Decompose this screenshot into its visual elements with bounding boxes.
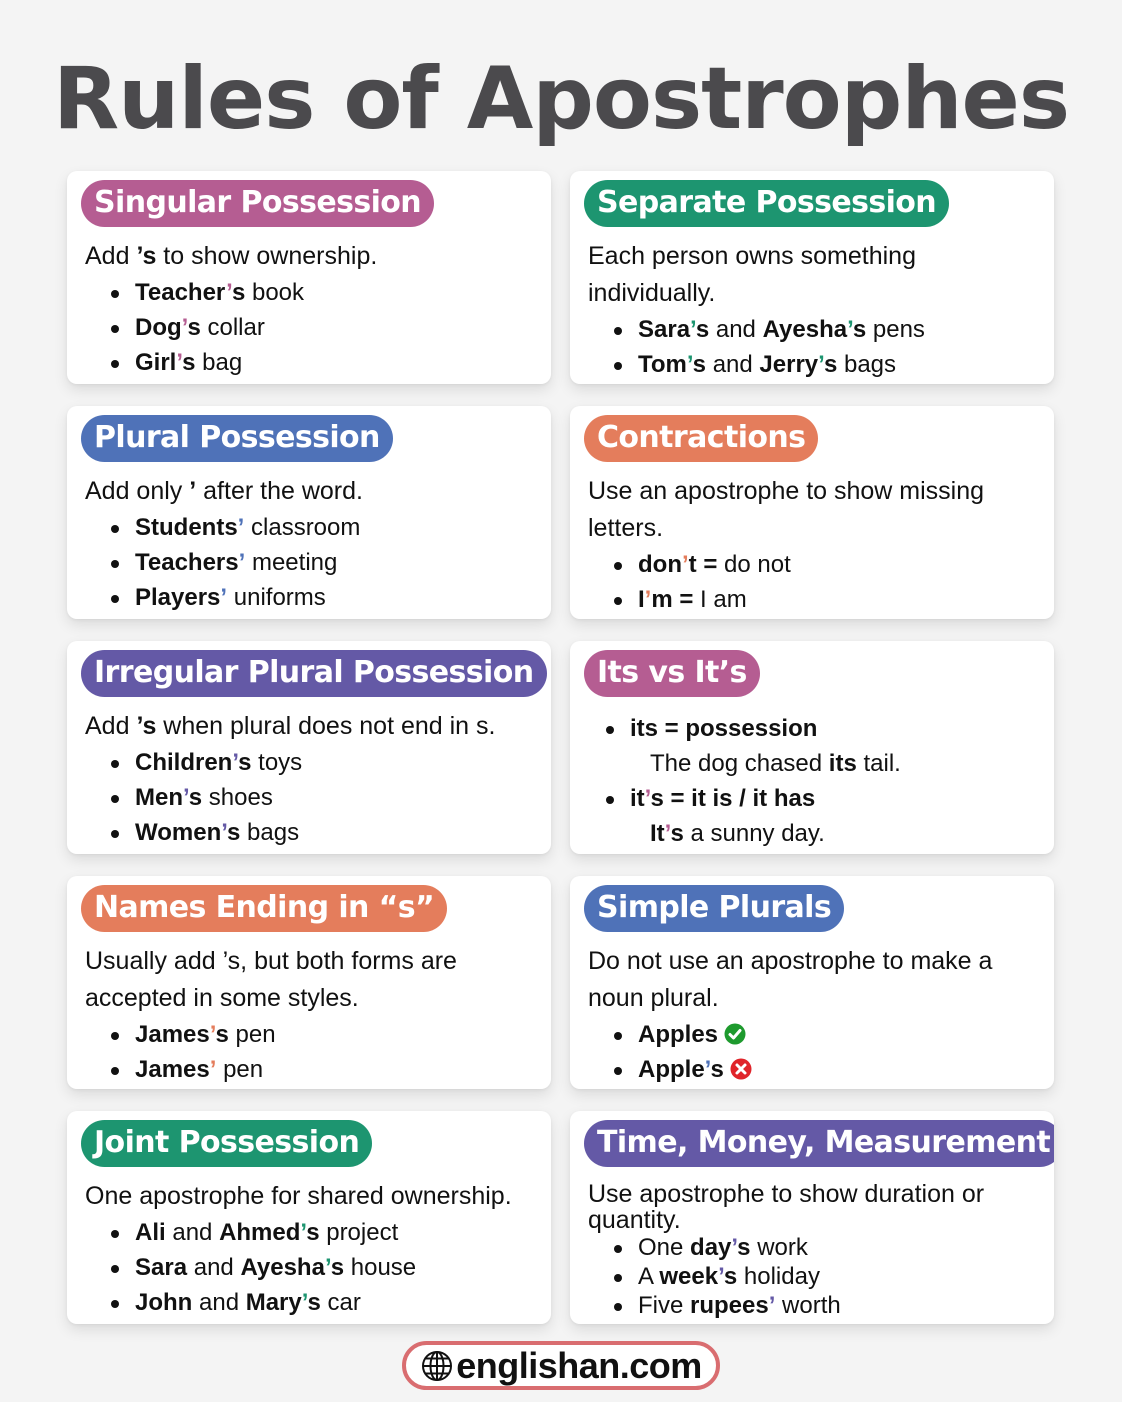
rule-heading: Irregular Plural Possession bbox=[81, 650, 547, 697]
rule-description bbox=[584, 1181, 1040, 1233]
plain-text: pen bbox=[216, 1056, 264, 1083]
rule-heading: Time, Money, Measurement bbox=[584, 1120, 1054, 1167]
rule-card-its-vs-its bbox=[570, 641, 1054, 854]
plain-text: One apostrophe for shared ownership. bbox=[85, 1182, 512, 1210]
emphasis-text: Apple bbox=[638, 1056, 705, 1083]
rule-heading: Separate Possession bbox=[584, 180, 949, 227]
plain-text: Add only bbox=[85, 477, 190, 505]
plain-text: work bbox=[750, 1234, 808, 1261]
rule-card-names-ending-in-s bbox=[67, 876, 551, 1089]
example-list bbox=[584, 711, 1040, 851]
apostrophe-mark: ’ bbox=[300, 1219, 307, 1246]
example-list bbox=[81, 510, 537, 615]
emphasis-text: ’s bbox=[136, 242, 157, 270]
emphasis-text: t = bbox=[688, 551, 718, 578]
example-item bbox=[614, 1291, 1040, 1320]
example-item bbox=[614, 1052, 1040, 1087]
example-list bbox=[81, 1215, 537, 1320]
emphasis-text: Ayesha bbox=[762, 316, 848, 343]
emphasis-text: James bbox=[135, 1021, 210, 1048]
example-item bbox=[111, 780, 537, 815]
rule-description bbox=[584, 473, 1040, 547]
plain-text: holiday bbox=[737, 1263, 820, 1290]
emphasis-text: its bbox=[828, 750, 857, 777]
rule-description bbox=[81, 473, 537, 510]
example-item bbox=[614, 582, 1040, 617]
emphasis-text: s bbox=[710, 1056, 724, 1083]
apostrophe-mark: ’ bbox=[220, 584, 228, 611]
rule-heading: Contractions bbox=[584, 415, 818, 462]
apostrophe-mark: ’ bbox=[664, 820, 671, 847]
plain-text: Add bbox=[85, 242, 137, 270]
emphasis-text: Ali bbox=[135, 1219, 166, 1246]
emphasis-text: day bbox=[690, 1234, 732, 1261]
plain-text: car bbox=[320, 1289, 361, 1316]
example-item bbox=[614, 1233, 1040, 1262]
rule-card-separate-possession bbox=[570, 171, 1054, 384]
example-list bbox=[81, 275, 537, 380]
plain-text: toys bbox=[251, 749, 303, 776]
plain-text: uniforms bbox=[227, 584, 326, 611]
apostrophe-mark: ’ bbox=[232, 749, 239, 776]
emphasis-text: James bbox=[135, 1056, 210, 1083]
emphasis-text: s bbox=[823, 351, 838, 378]
globe-icon bbox=[420, 1349, 454, 1383]
plain-text: Do not use an apostrophe to make a noun plural. bbox=[588, 947, 993, 1012]
rule-card-irregular-plural-possession bbox=[67, 641, 551, 854]
rule-description bbox=[584, 943, 1040, 1017]
rules-grid bbox=[67, 171, 1055, 1324]
apostrophe-mark: ’ bbox=[644, 785, 651, 812]
emphasis-text: Players bbox=[135, 584, 221, 611]
example-list bbox=[81, 745, 537, 850]
emphasis-text: s bbox=[306, 1219, 320, 1246]
plain-text: bags bbox=[837, 351, 897, 378]
example-item bbox=[111, 1017, 537, 1052]
plain-text: Each person owns something individually. bbox=[588, 242, 916, 307]
apostrophe-mark: ’ bbox=[221, 819, 228, 846]
example-list bbox=[584, 1017, 1040, 1087]
example-item bbox=[111, 1052, 537, 1087]
rule-card-time-money-measurement bbox=[570, 1111, 1054, 1324]
example-item bbox=[606, 711, 1040, 746]
example-item bbox=[111, 745, 537, 780]
rule-description bbox=[81, 238, 537, 275]
emphasis-text: Sara bbox=[135, 1254, 188, 1281]
emphasis-text: I bbox=[638, 586, 645, 613]
emphasis-text: Women bbox=[135, 819, 222, 846]
apostrophe-mark: ’ bbox=[681, 551, 689, 578]
plain-text: meeting bbox=[245, 549, 338, 576]
apostrophe-mark: ’ bbox=[226, 279, 232, 306]
apostrophe-mark: ’ bbox=[690, 316, 696, 343]
emphasis-text: rupees bbox=[690, 1292, 769, 1319]
plain-text: Five bbox=[638, 1292, 691, 1319]
example-list bbox=[584, 312, 1040, 382]
plain-text: pen bbox=[228, 1021, 276, 1048]
plain-text: Usually add ’s, but both forms are accepted in some styles. bbox=[85, 947, 457, 1012]
example-item bbox=[111, 310, 537, 345]
rule-heading: Joint Possession bbox=[81, 1120, 372, 1167]
apostrophe-mark: ’ bbox=[237, 514, 245, 541]
site-link[interactable] bbox=[402, 1341, 720, 1390]
plain-text: do not bbox=[717, 551, 791, 578]
example-item bbox=[111, 1285, 537, 1320]
plain-text: and bbox=[709, 316, 763, 343]
rule-heading: Its vs It’s bbox=[584, 650, 760, 697]
page-title: Rules of Apostrophes bbox=[52, 49, 1070, 149]
emphasis-text: Dog bbox=[135, 314, 182, 341]
plain-text: One bbox=[638, 1234, 691, 1261]
check-circle-icon bbox=[724, 1023, 746, 1045]
emphasis-text: s bbox=[188, 784, 203, 811]
example-item bbox=[111, 1215, 537, 1250]
emphasis-text: s bbox=[231, 279, 246, 306]
plain-text: house bbox=[344, 1254, 417, 1281]
emphasis-text: John bbox=[135, 1289, 193, 1316]
emphasis-text: Tom bbox=[638, 351, 687, 378]
rule-card-simple-plurals bbox=[570, 876, 1054, 1089]
example-item bbox=[111, 275, 537, 310]
rule-heading: Simple Plurals bbox=[584, 885, 844, 932]
example-item bbox=[111, 815, 537, 850]
emphasis-text: s bbox=[852, 316, 867, 343]
site-name: englishan.com bbox=[456, 1344, 702, 1386]
emphasis-text: week bbox=[659, 1263, 719, 1290]
rule-card-plural-possession bbox=[67, 406, 551, 619]
emphasis-text: s bbox=[737, 1234, 751, 1261]
example-item bbox=[614, 312, 1040, 347]
emphasis-text: Mary bbox=[245, 1289, 302, 1316]
apostrophe-mark: ’ bbox=[731, 1234, 738, 1261]
plain-text: shoes bbox=[202, 784, 273, 811]
example-item bbox=[111, 345, 537, 380]
plain-text: Add bbox=[85, 712, 137, 740]
rule-card-contractions bbox=[570, 406, 1054, 619]
example-sentence bbox=[606, 746, 1040, 781]
example-item bbox=[614, 1017, 1040, 1052]
plain-text: and bbox=[187, 1254, 241, 1281]
rule-description bbox=[81, 708, 537, 745]
plain-text: and bbox=[165, 1219, 220, 1246]
rule-card-singular-possession bbox=[67, 171, 551, 384]
rule-card-joint-possession bbox=[67, 1111, 551, 1324]
rule-heading: Plural Possession bbox=[81, 415, 393, 462]
emphasis-text: s bbox=[227, 819, 241, 846]
plain-text: book bbox=[245, 279, 305, 306]
plain-text: a sunny day. bbox=[683, 820, 825, 847]
example-item bbox=[606, 781, 1040, 816]
example-item bbox=[111, 510, 537, 545]
plain-text: worth bbox=[775, 1292, 841, 1319]
apostrophe-mark: ’ bbox=[718, 1263, 724, 1290]
emphasis-text: s = it is / it has bbox=[650, 785, 816, 812]
emphasis-text: Teacher bbox=[135, 279, 227, 306]
example-list bbox=[81, 1017, 537, 1087]
apostrophe-mark: ’ bbox=[301, 1289, 308, 1316]
emphasis-text: Girl bbox=[135, 349, 177, 376]
emphasis-text: s bbox=[182, 349, 196, 376]
plain-text: when plural does not end in s. bbox=[156, 712, 496, 740]
plain-text: after the word. bbox=[196, 477, 363, 505]
plain-text: classroom bbox=[244, 514, 361, 541]
emphasis-text: s bbox=[670, 820, 684, 847]
apostrophe-mark: ’ bbox=[324, 1254, 331, 1281]
plain-text: and bbox=[192, 1289, 246, 1316]
plain-text: Use an apostrophe to show missing letters. bbox=[588, 477, 985, 542]
emphasis-text: Children bbox=[135, 749, 233, 776]
plain-text: project bbox=[319, 1219, 399, 1246]
emphasis-text: Sara bbox=[638, 316, 691, 343]
emphasis-text: Men bbox=[135, 784, 183, 811]
example-item bbox=[111, 1250, 537, 1285]
emphasis-text: Ayesha bbox=[240, 1254, 325, 1281]
emphasis-text: Students bbox=[135, 514, 238, 541]
plain-text: collar bbox=[200, 314, 265, 341]
plain-text: tail. bbox=[856, 750, 901, 777]
emphasis-text: s bbox=[723, 1263, 738, 1290]
rule-heading: Singular Possession bbox=[81, 180, 434, 227]
emphasis-text: Apples bbox=[638, 1021, 719, 1048]
plain-text: bag bbox=[195, 349, 243, 376]
emphasis-text: s bbox=[307, 1289, 321, 1316]
emphasis-text: s bbox=[692, 351, 707, 378]
plain-text: Use apostrophe to show duration or quantity. bbox=[588, 1180, 985, 1234]
example-sentence bbox=[606, 816, 1040, 851]
rule-description bbox=[584, 238, 1040, 312]
plain-text: bags bbox=[240, 819, 300, 846]
plain-text: The dog chased bbox=[650, 750, 829, 777]
plain-text: pens bbox=[866, 316, 925, 343]
emphasis-text: s bbox=[187, 314, 201, 341]
plain-text: to show ownership. bbox=[156, 242, 378, 270]
plain-text: and bbox=[706, 351, 760, 378]
emphasis-text: s bbox=[215, 1021, 229, 1048]
apostrophe-mark: ’ bbox=[209, 1056, 217, 1083]
cross-circle-icon bbox=[730, 1058, 752, 1080]
apostrophe-mark: ’ bbox=[847, 316, 853, 343]
apostrophe-mark: ’ bbox=[704, 1056, 711, 1083]
apostrophe-mark: ’ bbox=[181, 314, 188, 341]
apostrophe-mark: ’ bbox=[176, 349, 183, 376]
emphasis-text: its = possession bbox=[630, 715, 818, 742]
apostrophe-mark: ’ bbox=[818, 351, 824, 378]
apostrophe-mark: ’ bbox=[209, 1021, 216, 1048]
plain-text: A bbox=[638, 1263, 660, 1290]
apostrophe-mark: ’ bbox=[686, 351, 693, 378]
emphasis-text: ’s bbox=[136, 712, 157, 740]
apostrophe-mark: ’ bbox=[644, 586, 652, 613]
emphasis-text: ’ bbox=[189, 477, 197, 505]
example-item bbox=[111, 545, 537, 580]
rule-description bbox=[81, 1178, 537, 1215]
example-list bbox=[584, 547, 1040, 617]
rule-description bbox=[81, 943, 537, 1017]
emphasis-text: s bbox=[695, 316, 710, 343]
emphasis-text: m = bbox=[651, 586, 694, 613]
example-item bbox=[614, 547, 1040, 582]
apostrophe-mark: ’ bbox=[768, 1292, 776, 1319]
emphasis-text: Ahmed bbox=[219, 1219, 301, 1246]
emphasis-text: it bbox=[630, 785, 645, 812]
emphasis-text: Jerry bbox=[759, 351, 819, 378]
example-item bbox=[614, 347, 1040, 382]
example-list bbox=[584, 1233, 1040, 1320]
apostrophe-mark: ’ bbox=[238, 549, 246, 576]
emphasis-text: Teachers bbox=[135, 549, 239, 576]
example-item bbox=[111, 580, 537, 615]
rule-heading: Names Ending in “s” bbox=[81, 885, 447, 932]
plain-text: I am bbox=[693, 586, 747, 613]
apostrophe-mark: ’ bbox=[183, 784, 189, 811]
emphasis-text: It bbox=[650, 820, 665, 847]
emphasis-text: s bbox=[238, 749, 252, 776]
emphasis-text: s bbox=[330, 1254, 345, 1281]
example-item bbox=[614, 1262, 1040, 1291]
emphasis-text: don bbox=[638, 551, 682, 578]
